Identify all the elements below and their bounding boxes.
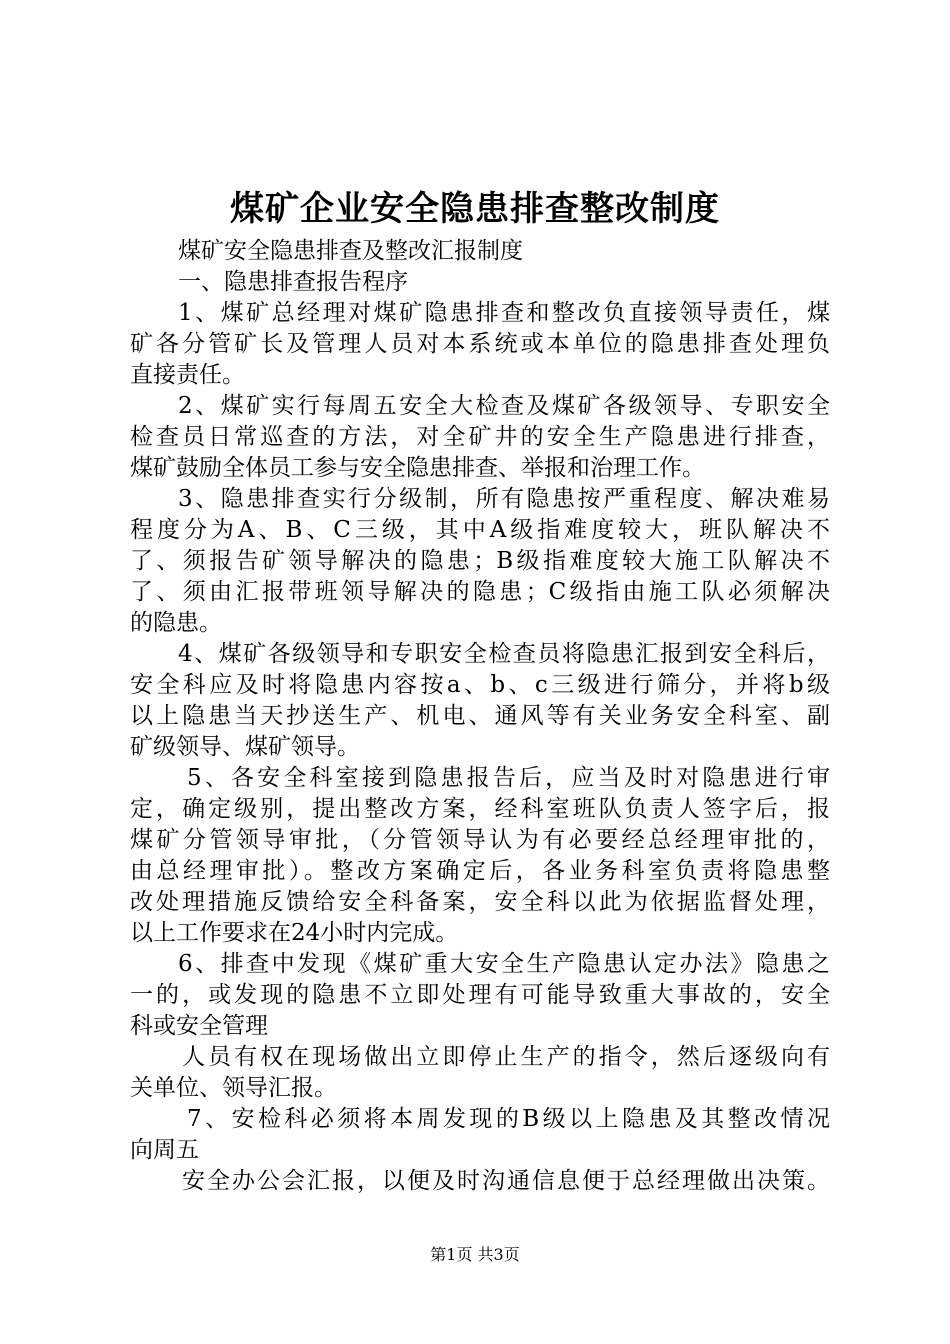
section-heading: 一、隐患排查报告程序 [178,269,408,295]
paragraph-1-line-3: 直接责任。 [130,362,245,388]
paragraph-5-line-3: 煤矿分管领导审批，（分管领导认为有必要经总经理审批的， [130,827,830,853]
paragraph-3-line-4: 了、须由汇报带班领导解决的隐患；C级指由施工队必须解决 [130,579,830,605]
paragraph-5-line-1: 5、各安全科室接到隐患报告后，应当及时对隐患进行审 [187,765,830,791]
paragraph-5-line-6: 以上工作要求在24小时内完成。 [130,920,459,946]
paragraph-7-line-1: 7、安检科必须将本周发现的B级以上隐患及其整改情况 [187,1106,830,1132]
document-body [130,236,830,1197]
paragraph-2-line-3: 煤矿鼓励全体员工参与安全隐患排查、举报和治理工作。 [130,455,705,481]
paragraph-3-line-2: 程度分为A、B、C三级，其中A级指难度较大，班队解决不 [130,517,830,543]
paragraph-5-line-4: 由总经理审批）。整改方案确定后，各业务科室负责将隐患整 [130,858,830,884]
paragraph-7-line-2: 向周五 [130,1137,199,1163]
paragraph-6-line-2: 一的，或发现的隐患不立即处理有可能导致重大事故的，安全 [130,982,830,1008]
paragraph-3-line-1: 3、隐患排查实行分级制，所有隐患按严重程度、解决难易 [178,486,830,512]
paragraph-4-line-1: 4、煤矿各级领导和专职安全检查员将隐患汇报到安全科后， [178,641,830,667]
paragraph-4-line-2: 安全科应及时将隐患内容按a、b、c三级进行筛分，并将b级 [130,672,830,698]
paragraph-6-line-4: 人员有权在现场做出立即停止生产的指令，然后逐级向有 [182,1044,830,1070]
paragraph-4-line-4: 矿级领导、煤矿领导。 [130,734,360,760]
paragraph-2-line-2: 检查员日常巡查的方法，对全矿井的安全生产隐患进行排查， [130,424,830,450]
paragraph-4-line-3: 以上隐患当天抄送生产、机电、通风等有关业务安全科室、副 [130,703,830,729]
paragraph-5-line-2: 定，确定级别，提出整改方案，经科室班队负责人签字后，报 [130,796,830,822]
page-number: 第1页 共3页 [430,1245,520,1264]
paragraph-6-line-1: 6、排查中发现《煤矿重大安全生产隐患认定办法》隐患之 [178,951,830,977]
subtitle-line: 煤矿安全隐患排查及整改汇报制度 [178,238,523,264]
paragraph-3-line-5: 的隐患。 [130,610,222,636]
paragraph-2-line-1: 2、煤矿实行每周五安全大检查及煤矿各级领导、专职安全 [178,393,830,419]
document-title: 煤矿企业安全隐患排查整改制度 [230,189,720,229]
paragraph-3-line-3: 了、须报告矿领导解决的隐患；B级指难度较大施工队解决不 [130,548,830,574]
paragraph-1-line-1: 1、煤矿总经理对煤矿隐患排查和整改负直接领导责任，煤 [178,300,830,326]
paragraph-5-line-5: 改处理措施反馈给安全科备案，安全科以此为依据监督处理， [130,889,830,915]
paragraph-1-line-2: 矿各分管矿长及管理人员对本系统或本单位的隐患排查处理负 [130,331,830,357]
paragraph-6-line-5: 关单位、领导汇报。 [130,1075,337,1101]
paragraph-7-line-3: 安全办公会汇报，以便及时沟通信息便于总经理做出决策。 [182,1168,830,1194]
paragraph-6-line-3: 科或安全管理 [130,1013,268,1039]
